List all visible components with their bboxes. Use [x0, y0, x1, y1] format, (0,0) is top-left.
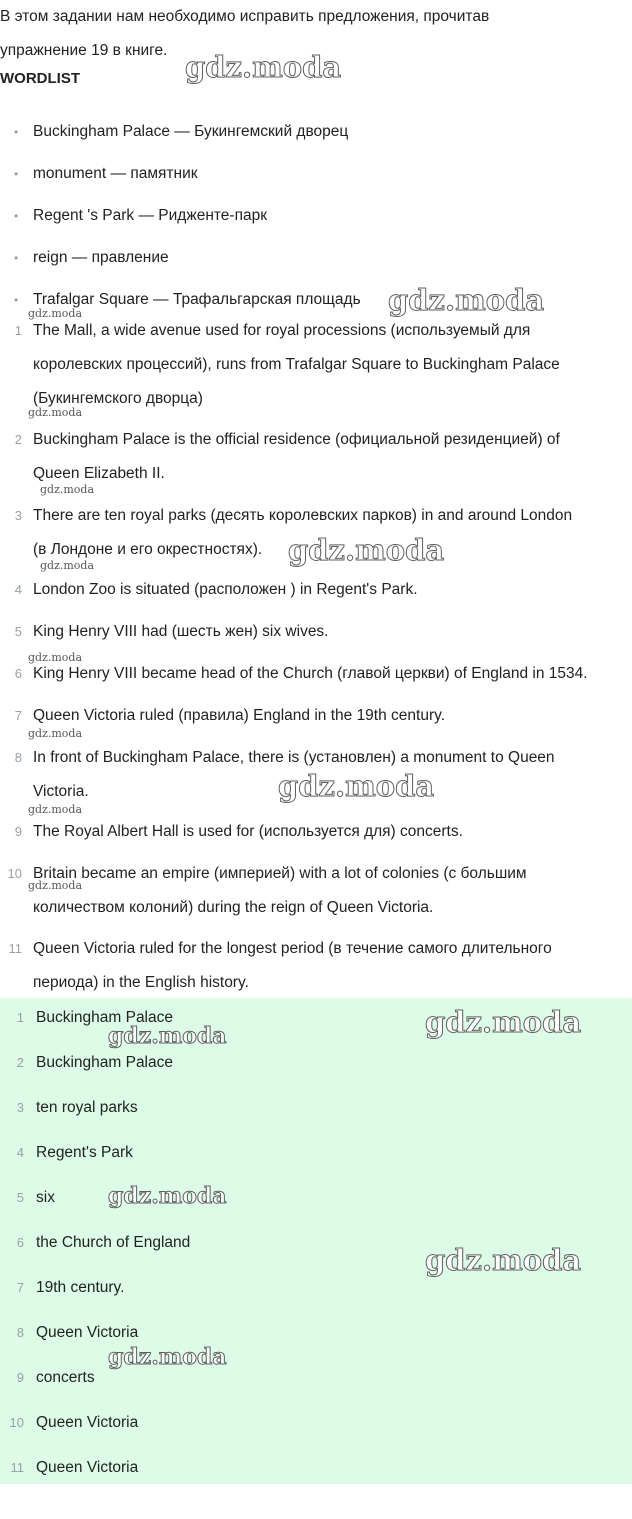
answer-item: 11 Queen Victoria — [10, 1459, 139, 1476]
bullet-icon: • — [14, 167, 19, 181]
answer-item: 7 19th century. — [16, 1279, 125, 1296]
watermark: gdz.moda — [108, 1183, 227, 1209]
watermark: gdz.moda — [185, 50, 342, 84]
intro-line-2: упражнение 19 в книге. — [0, 42, 168, 59]
answer-item: 9 concerts — [16, 1369, 95, 1386]
watermark: gdz.moda — [108, 1023, 227, 1049]
answers-box — [0, 998, 632, 1484]
watermark: gdz.moda — [108, 1344, 227, 1370]
watermark: gdz.moda — [28, 879, 83, 892]
wordlist-heading: WORDLIST — [0, 70, 80, 87]
bullet-icon: • — [14, 125, 19, 139]
answer-item: 2 Buckingham Palace — [16, 1054, 173, 1071]
watermark: gdz.moda — [28, 651, 83, 664]
watermark: gdz.moda — [28, 803, 83, 816]
watermark: gdz.moda — [425, 1243, 582, 1277]
answer-item: 1 Buckingham Palace — [16, 1009, 173, 1026]
watermark: gdz.moda — [278, 769, 435, 803]
answer-item: 6 the Church of England — [16, 1234, 191, 1251]
watermark: gdz.moda — [425, 1005, 582, 1039]
answer-item: 5 six — [16, 1189, 55, 1206]
watermark: gdz.moda — [28, 406, 83, 419]
watermark: gdz.moda — [28, 727, 83, 740]
watermark: gdz.moda — [388, 283, 545, 317]
watermark: gdz.moda — [28, 307, 83, 320]
watermark: gdz.moda — [40, 483, 95, 496]
intro-line-1: В этом задании нам необходимо исправить предложения, прочитав — [0, 8, 490, 25]
bullet-icon: • — [14, 251, 19, 265]
answer-item: 10 Queen Victoria — [9, 1414, 139, 1431]
bullet-icon: • — [14, 293, 19, 307]
answer-item: 4 Regent's Park — [16, 1144, 133, 1161]
answer-item: 3 ten royal parks — [16, 1099, 138, 1116]
bullet-icon: • — [14, 209, 19, 223]
watermark: gdz.moda — [288, 533, 445, 567]
watermark: gdz.moda — [40, 559, 95, 572]
answer-item: 8 Queen Victoria — [16, 1324, 139, 1341]
